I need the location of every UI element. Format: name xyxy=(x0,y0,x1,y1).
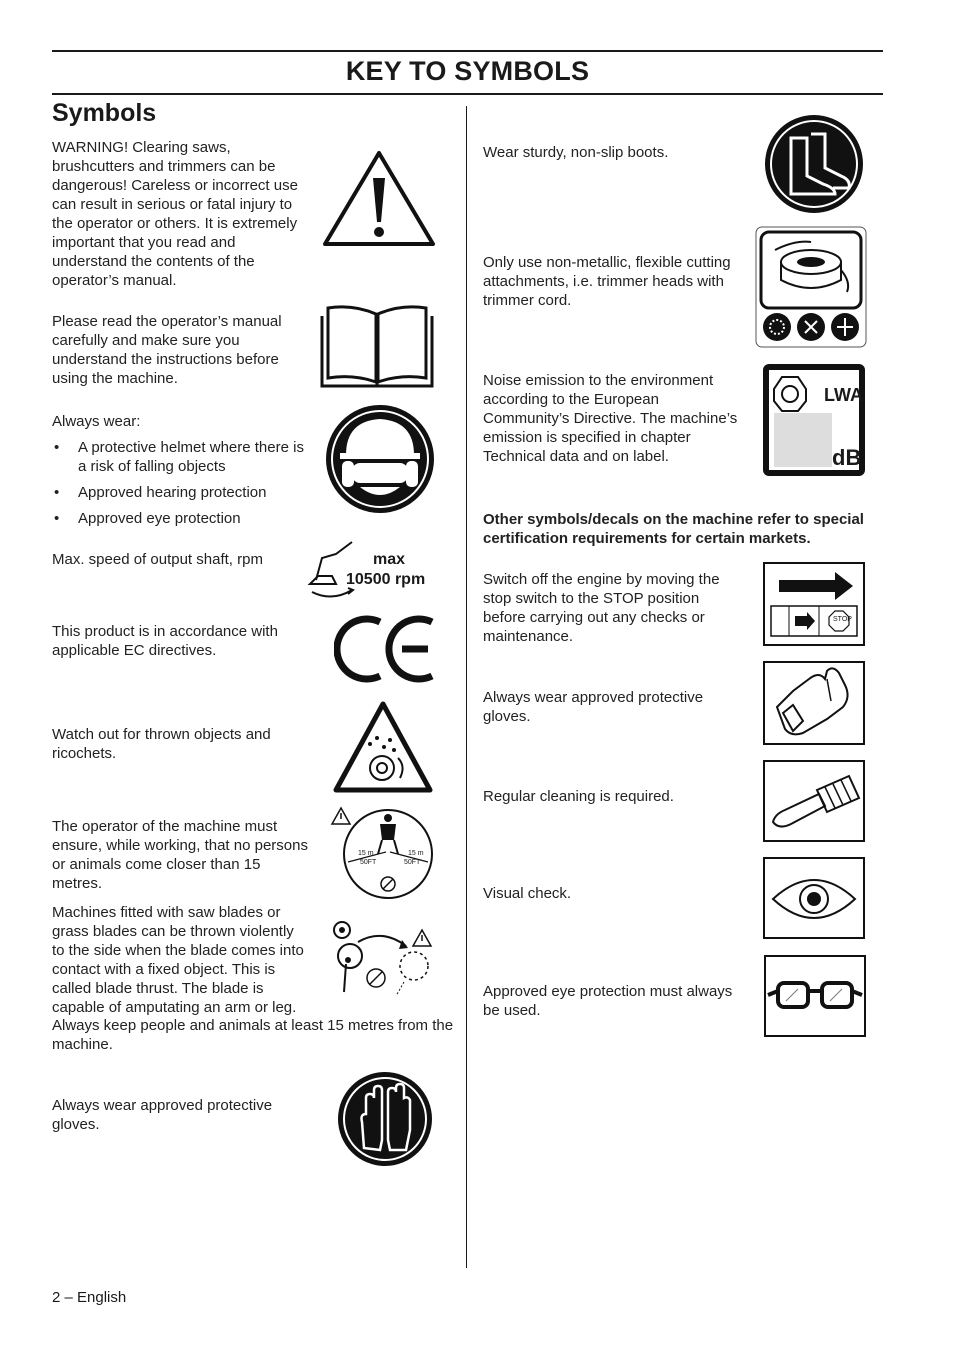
cleaning-brush-icon xyxy=(763,760,865,842)
wear-item-hearing: • Approved hearing protection xyxy=(52,483,307,502)
blade-thrust-text: Machines fitted with saw blades or grass blades can be thrown violently to the side when the blade comes into contact with a fixed object. This is called blade thrust. The blade is capable of amputating an arm or leg. xyxy=(52,904,304,1016)
section-heading: Symbols xyxy=(52,99,157,127)
boots-text: Wear sturdy, non-slip boots. xyxy=(483,144,669,161)
protective-glove-icon xyxy=(763,661,865,745)
top-rule xyxy=(52,50,883,52)
title-underline xyxy=(52,93,883,95)
manual-text: Please read the operator’s manual carefully and make sure you understand the instructions before using the machine. xyxy=(52,313,282,387)
blade-thrust-icon xyxy=(332,920,438,998)
noise-lwa-label: LWA xyxy=(824,385,863,405)
safety-distance-icon xyxy=(330,806,438,902)
max-speed-text: Max. speed of output shaft, rpm xyxy=(52,551,263,568)
rpm-max-label: max xyxy=(373,551,406,568)
boots-icon xyxy=(763,114,865,214)
thrown-objects-text: Watch out for thrown objects and ricochets. xyxy=(52,726,271,762)
stop-label: STOP xyxy=(833,616,852,623)
safety-distance-text: The operator of the machine must ensure, while working, that no persons or animals come closer than 15 metres. xyxy=(52,818,308,892)
eye-icon xyxy=(763,857,865,939)
max-speed-icon xyxy=(306,540,440,602)
gloves-text-right: Always wear approved protective gloves. xyxy=(483,689,704,725)
stop-arrow-icon xyxy=(765,564,863,644)
cleaning-text: Regular cleaning is required. xyxy=(483,788,674,805)
distance-label-ft-right: 50FT xyxy=(404,859,421,866)
blade-thrust-distance-text: Always keep people and animals at least 15 metres from the machine. xyxy=(52,1017,454,1053)
wear-item-helmet: • A protective helmet where there is a risk of falling objects xyxy=(52,438,307,476)
eye-protection-text: Approved eye protection must always be used. xyxy=(483,983,733,1019)
safety-glasses-icon xyxy=(764,955,866,1037)
open-manual-icon xyxy=(318,302,436,390)
gloves-text-left: Always wear approved protective gloves. xyxy=(52,1097,273,1133)
distance-label-m-left: 15 m xyxy=(358,850,374,857)
page-footer: 2 – English xyxy=(52,1289,127,1306)
column-divider xyxy=(466,106,467,1268)
warning-text: WARNING! Clearing saws, brushcutters and trimmers can be dangerous! Careless or incorrect use can result in serious or fatal injury to the operator or others. It is extremely important that you read and understand the contents of the operator’s manual. xyxy=(52,139,298,289)
non-metallic-text: Only use non-metallic, flexible cutting attachments, i.e. trimmer heads with trimmer cord. xyxy=(483,254,731,309)
wear-item-eye: • Approved eye protection xyxy=(52,509,307,528)
warning-triangle-icon xyxy=(321,148,437,248)
always-wear-label: Always wear: xyxy=(52,413,141,430)
noise-emission-text: Noise emission to the environment according to the European Community’s Directive. The machine’s emission is specified in chapter Technical data and on label. xyxy=(483,372,738,465)
visual-check-text: Visual check. xyxy=(483,885,572,902)
other-symbols-text: Other symbols/decals on the machine refer to special certification requirements for certain markets. xyxy=(483,511,864,547)
stop-switch-text: Switch off the engine by moving the stop switch to the STOP position before carrying out any checks or maintenance. xyxy=(483,571,720,645)
gloves-round-icon xyxy=(336,1070,434,1168)
trimmer-head-icon xyxy=(755,226,867,348)
ec-text: This product is in accordance with applicable EC directives. xyxy=(52,623,278,659)
wear-list xyxy=(52,438,307,535)
distance-label-m-right: 15 m xyxy=(408,850,424,857)
page-title: KEY TO SYMBOLS xyxy=(345,56,590,86)
noise-emission-icon xyxy=(762,363,866,477)
thrown-objects-icon xyxy=(332,700,434,794)
rpm-value-label: 10500 rpm xyxy=(346,571,426,588)
ce-mark-icon xyxy=(334,612,438,686)
noise-db-label: dB xyxy=(832,445,862,470)
distance-label-ft-left: 50FT xyxy=(360,859,377,866)
stop-switch-icon xyxy=(763,562,865,646)
helmet-hearing-eye-protection-icon xyxy=(324,403,436,515)
